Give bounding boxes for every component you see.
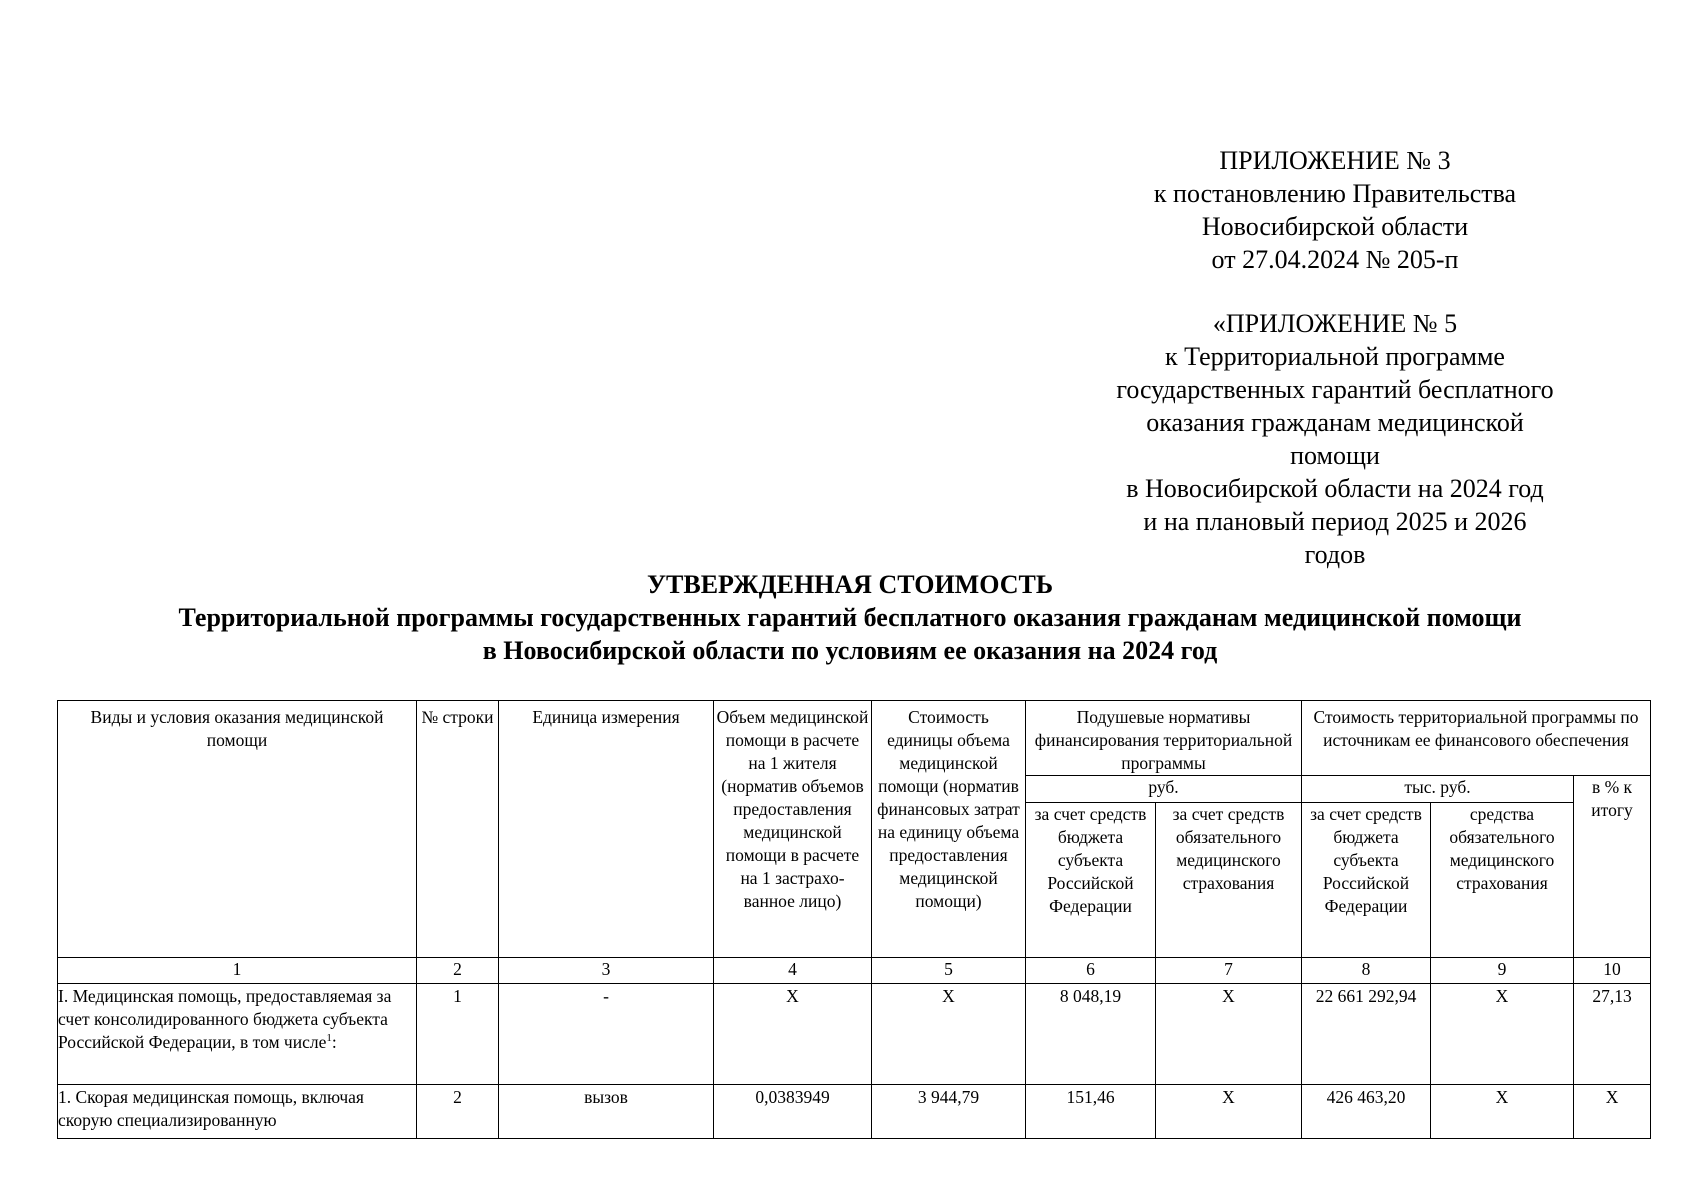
row-unit-cost: 3 944,79 bbox=[872, 1085, 1026, 1139]
header-thous-rub: тыс. руб. bbox=[1302, 776, 1574, 803]
title-line-2: Территориальной программы государственных гарантий бесплатного оказания гражданам медицинской помощи bbox=[178, 603, 1522, 632]
header-budget-rub: за счет средств бюджета субъекта Российской Федерации bbox=[1026, 803, 1156, 958]
footnote-marker: 1 bbox=[326, 1032, 332, 1045]
row-oms-rub: Х bbox=[1156, 1085, 1302, 1139]
header-kind: Виды и условия оказания медицинской помощи bbox=[58, 701, 417, 958]
header-per-capita: Подушевые нормативы финансирования территориальной программы bbox=[1026, 701, 1302, 776]
header-row-1 bbox=[58, 701, 1651, 776]
row-number: 2 bbox=[417, 1085, 499, 1139]
appendix-line: и на плановый период 2025 и 2026 годов bbox=[1143, 507, 1527, 569]
row-oms-thous: Х bbox=[1431, 984, 1574, 1085]
header-row-no: № строки bbox=[417, 701, 499, 958]
header-unit-cost: Стоимость единицы объема медицинской помощи (норматив финансовых затрат на единицу объема предоставления медицинской помощи) bbox=[872, 701, 1026, 958]
header-percent: в % к итогу bbox=[1574, 776, 1651, 958]
row-oms-rub: Х bbox=[1156, 984, 1302, 1085]
header-oms-rub: за счет средств обязательного медицинского страхования bbox=[1156, 803, 1302, 958]
cost-table bbox=[57, 700, 1651, 1139]
row-name: 1. Скорая медицинская помощь, включая скорую специализированную bbox=[58, 1085, 417, 1139]
column-number: 1 bbox=[58, 958, 417, 984]
table-row bbox=[58, 1085, 1651, 1139]
appendix-line: государственных гарантий бесплатного bbox=[1116, 375, 1554, 404]
appendix-line: к постановлению Правительства bbox=[1153, 179, 1517, 208]
appendix-gap bbox=[1110, 276, 1560, 307]
row-percent: 27,13 bbox=[1574, 984, 1651, 1085]
row-unit: вызов bbox=[499, 1085, 714, 1139]
column-number: 6 bbox=[1026, 958, 1156, 984]
row-budget-rub: 151,46 bbox=[1026, 1085, 1156, 1139]
row-unit-cost: Х bbox=[872, 984, 1026, 1085]
row-percent: Х bbox=[1574, 1085, 1651, 1139]
appendix-line: «ПРИЛОЖЕНИЕ № 5 bbox=[1212, 309, 1458, 338]
column-number: 5 bbox=[872, 958, 1026, 984]
row-volume: Х bbox=[714, 984, 872, 1085]
header-cost-by-source: Стоимость территориальной программы по источникам ее финансового обеспечения bbox=[1302, 701, 1651, 776]
table-row bbox=[58, 984, 1651, 1085]
header-rub: руб. bbox=[1026, 776, 1302, 803]
row-number: 1 bbox=[417, 984, 499, 1085]
row-budget-thous: 22 661 292,94 bbox=[1302, 984, 1431, 1085]
header-unit: Единица измерения bbox=[499, 701, 714, 958]
column-number: 7 bbox=[1156, 958, 1302, 984]
title-line-1: УТВЕРЖДЕННАЯ СТОИМОСТЬ bbox=[646, 570, 1054, 599]
column-number: 3 bbox=[499, 958, 714, 984]
column-number: 9 bbox=[1431, 958, 1574, 984]
appendix-line: оказания гражданам медицинской помощи bbox=[1146, 408, 1524, 470]
row-name: I. Медицинская помощь, предоставляемая за счет консолидированного бюджета субъекта Российской Федерации, в том числе bbox=[58, 986, 392, 1052]
header-volume: Объем медицинской помощи в расчете на 1 жителя (норматив объемов предоставления медицинской помощи в расчете на 1 застрахо-ванное лицо) bbox=[714, 701, 872, 958]
row-oms-thous: Х bbox=[1431, 1085, 1574, 1139]
column-number-row bbox=[58, 958, 1651, 984]
row-name-cell bbox=[58, 984, 417, 1085]
title-line-3: в Новосибирской области по условиям ее оказания на 2024 год bbox=[482, 636, 1218, 665]
appendix-line: ПРИЛОЖЕНИЕ № 3 bbox=[1219, 146, 1451, 175]
column-number: 8 bbox=[1302, 958, 1431, 984]
row-volume: 0,0383949 bbox=[714, 1085, 872, 1139]
appendix-line: в Новосибирской области на 2024 год bbox=[1126, 474, 1544, 503]
row-budget-rub: 8 048,19 bbox=[1026, 984, 1156, 1085]
row-budget-thous: 426 463,20 bbox=[1302, 1085, 1431, 1139]
row-name-suffix: : bbox=[331, 1032, 337, 1052]
appendix-line: Новосибирской области bbox=[1201, 212, 1469, 241]
header-oms-thous: средства обязательного медицинского страхования bbox=[1431, 803, 1574, 958]
column-number: 10 bbox=[1574, 958, 1651, 984]
column-number: 2 bbox=[417, 958, 499, 984]
document-title bbox=[40, 568, 1660, 667]
appendix-header bbox=[1110, 144, 1560, 571]
appendix-line: к Территориальной программе bbox=[1165, 342, 1505, 371]
header-budget-thous: за счет средств бюджета субъекта Российской Федерации bbox=[1302, 803, 1431, 958]
column-number: 4 bbox=[714, 958, 872, 984]
appendix-line: от 27.04.2024 № 205-п bbox=[1211, 245, 1459, 274]
row-unit: - bbox=[499, 984, 714, 1085]
